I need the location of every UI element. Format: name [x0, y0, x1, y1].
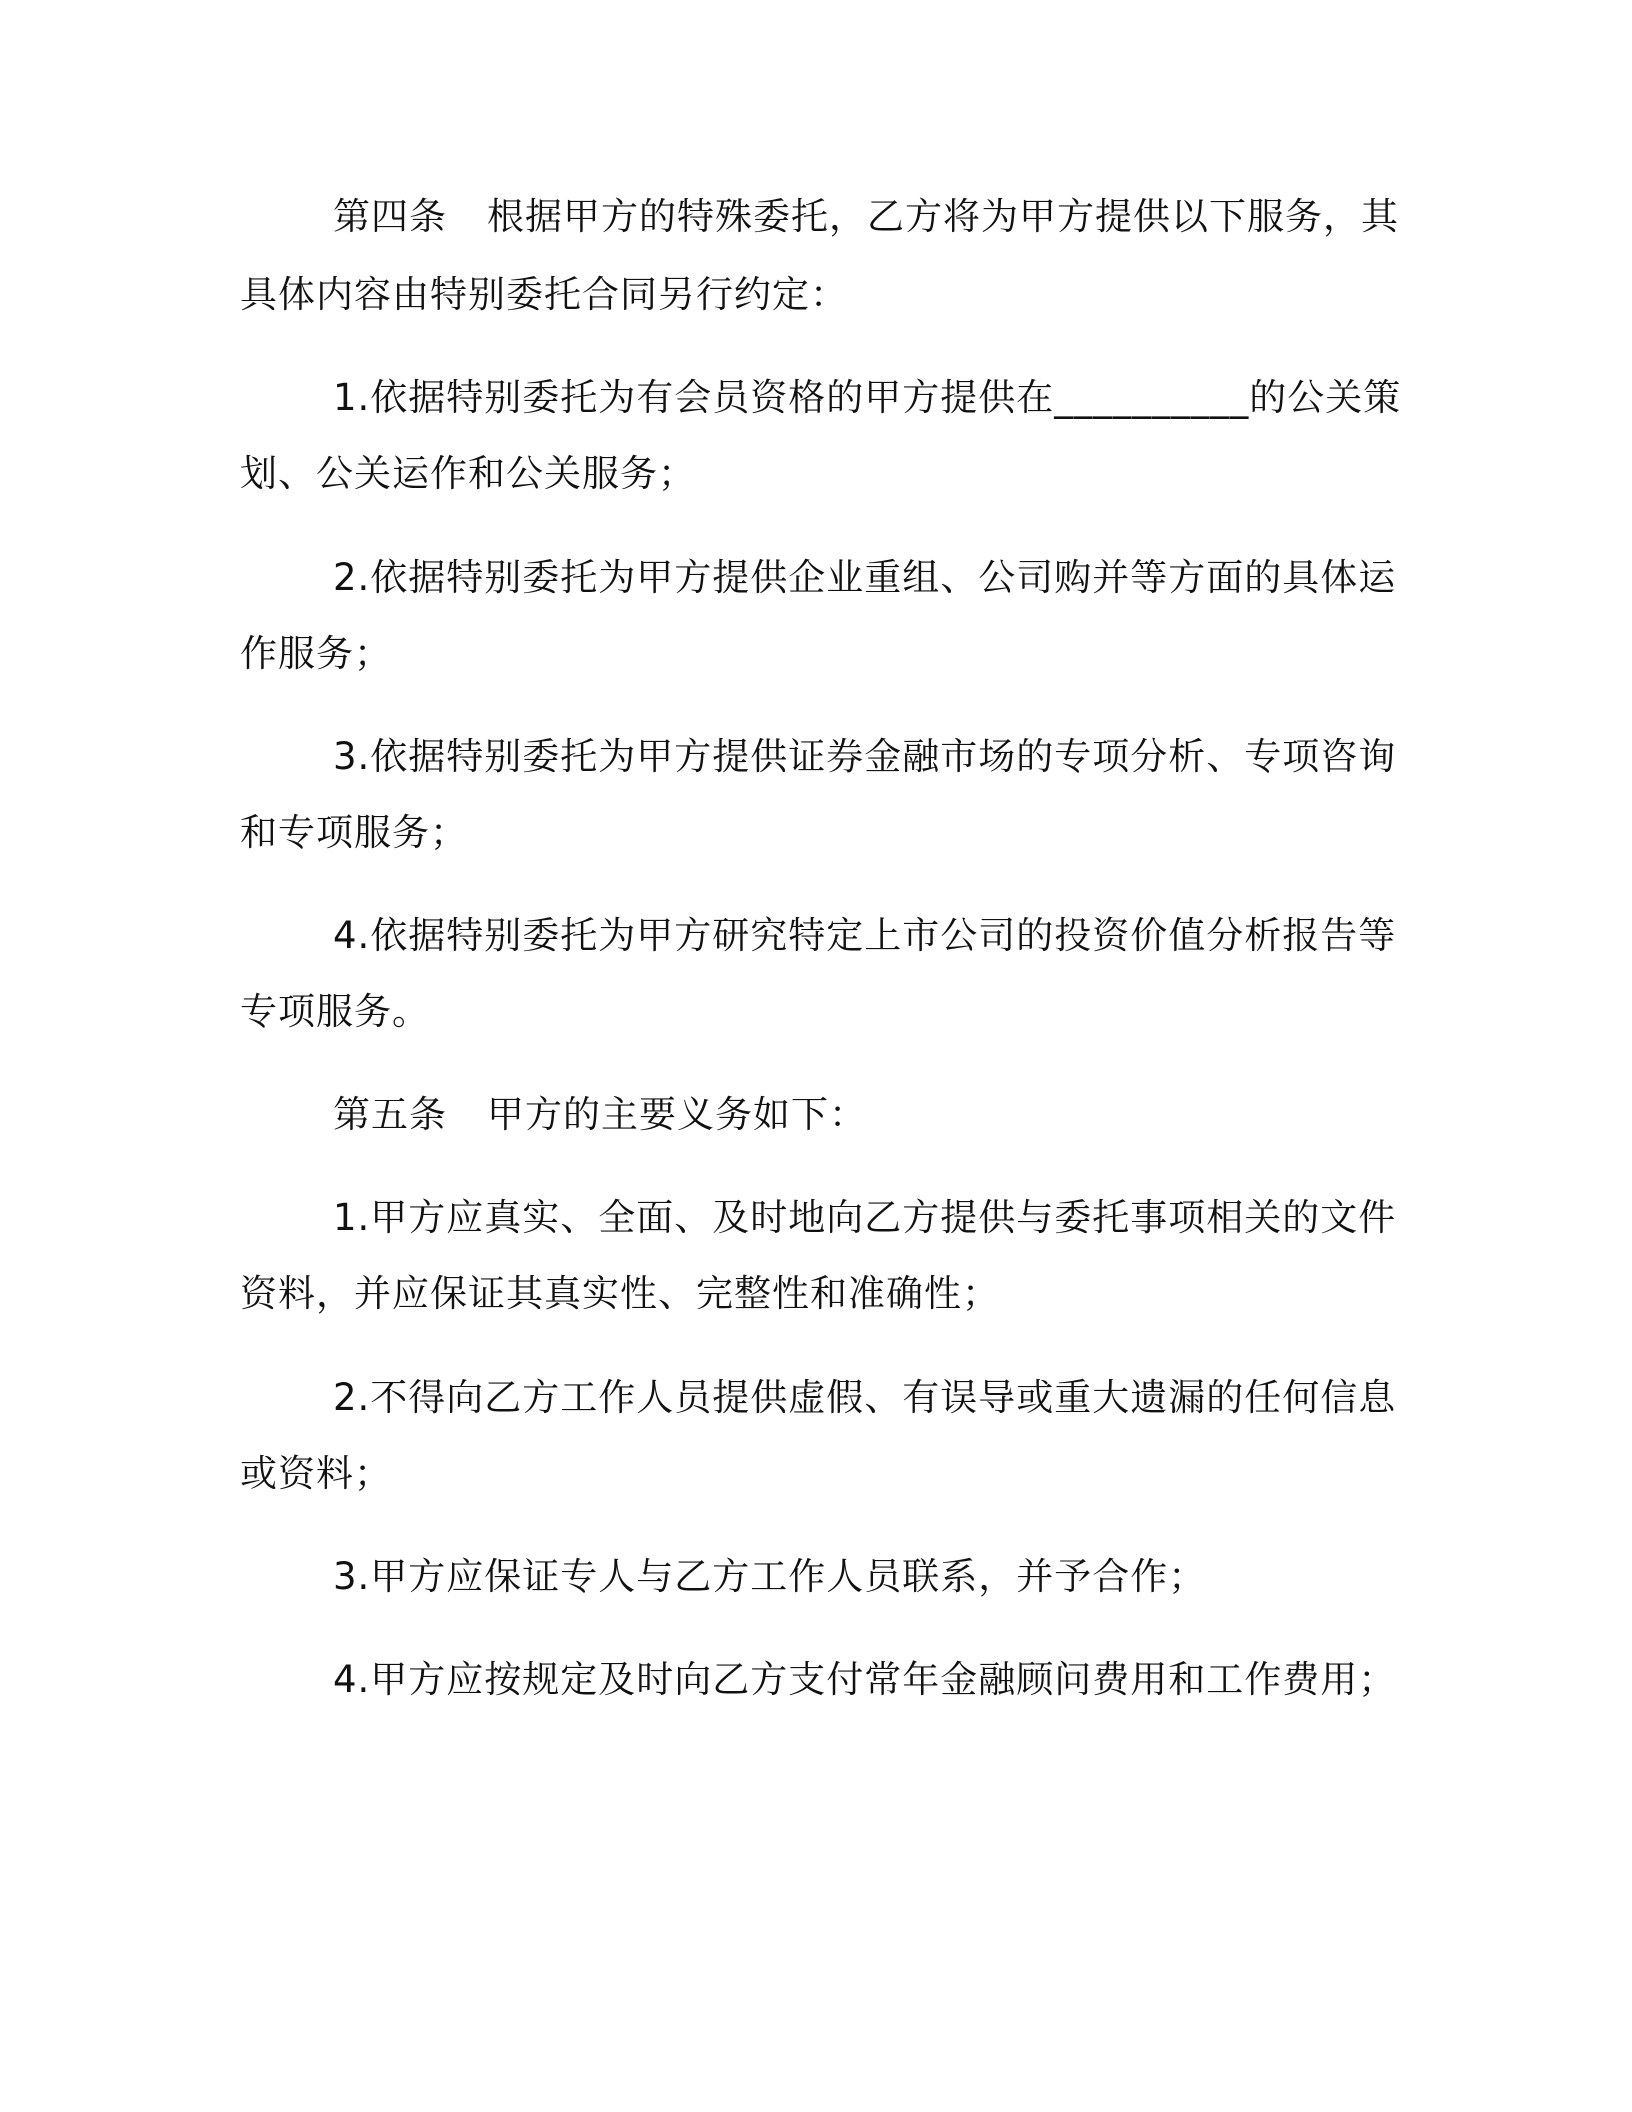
article5-heading: 第五条 — [333, 1093, 447, 1136]
article4-paragraph-line1 — [333, 192, 1399, 242]
article4-item3-line2: 和专项服务； — [240, 811, 468, 854]
article5-paragraph-line1 — [333, 1090, 1383, 1140]
article4-heading: 第四条 — [333, 195, 447, 238]
article5-item1-line2: 资料，并应保证其真实性、完整性和准确性； — [240, 1272, 1000, 1315]
article4-item4-line1: 4.依据特别委托为甲方研究特定上市公司的投资价值分析报告等 — [333, 914, 1397, 957]
article4-paragraph-line2: 具体内容由特别委托合同另行约定： — [240, 273, 848, 316]
article4-item4-line2: 专项服务。 — [240, 990, 430, 1033]
article5-item1-line1: 1.甲方应真实、全面、及时地向乙方提供与委托事项相关的文件 — [333, 1196, 1397, 1239]
article4-text: 根据甲方的特殊委托，乙方将为甲方提供以下服务，其 — [487, 195, 1399, 238]
article5-text: 甲方的主要义务如下： — [487, 1093, 867, 1136]
article4-item2-line2: 作服务； — [240, 632, 392, 675]
article4-item1-line2: 划、公关运作和公关服务； — [240, 452, 696, 495]
article4-item3-line1: 3.依据特别委托为甲方提供证券金融市场的专项分析、专项咨询 — [333, 735, 1397, 778]
article4-item1-line1: 1.依据特别委托为有会员资格的甲方提供在__________的公关策 — [333, 376, 1402, 419]
article5-item2-line2: 或资料； — [240, 1452, 392, 1495]
article5-item2-line1: 2.不得向乙方工作人员提供虚假、有误导或重大遗漏的任何信息 — [333, 1376, 1397, 1419]
article5-item3-line1: 3.甲方应保证专人与乙方工作人员联系，并予合作； — [333, 1555, 1207, 1598]
article5-item4-line1: 4.甲方应按规定及时向乙方支付常年金融顾问费用和工作费用； — [333, 1658, 1397, 1701]
article4-item2-line1: 2.依据特别委托为甲方提供企业重组、公司购并等方面的具体运 — [333, 556, 1397, 599]
